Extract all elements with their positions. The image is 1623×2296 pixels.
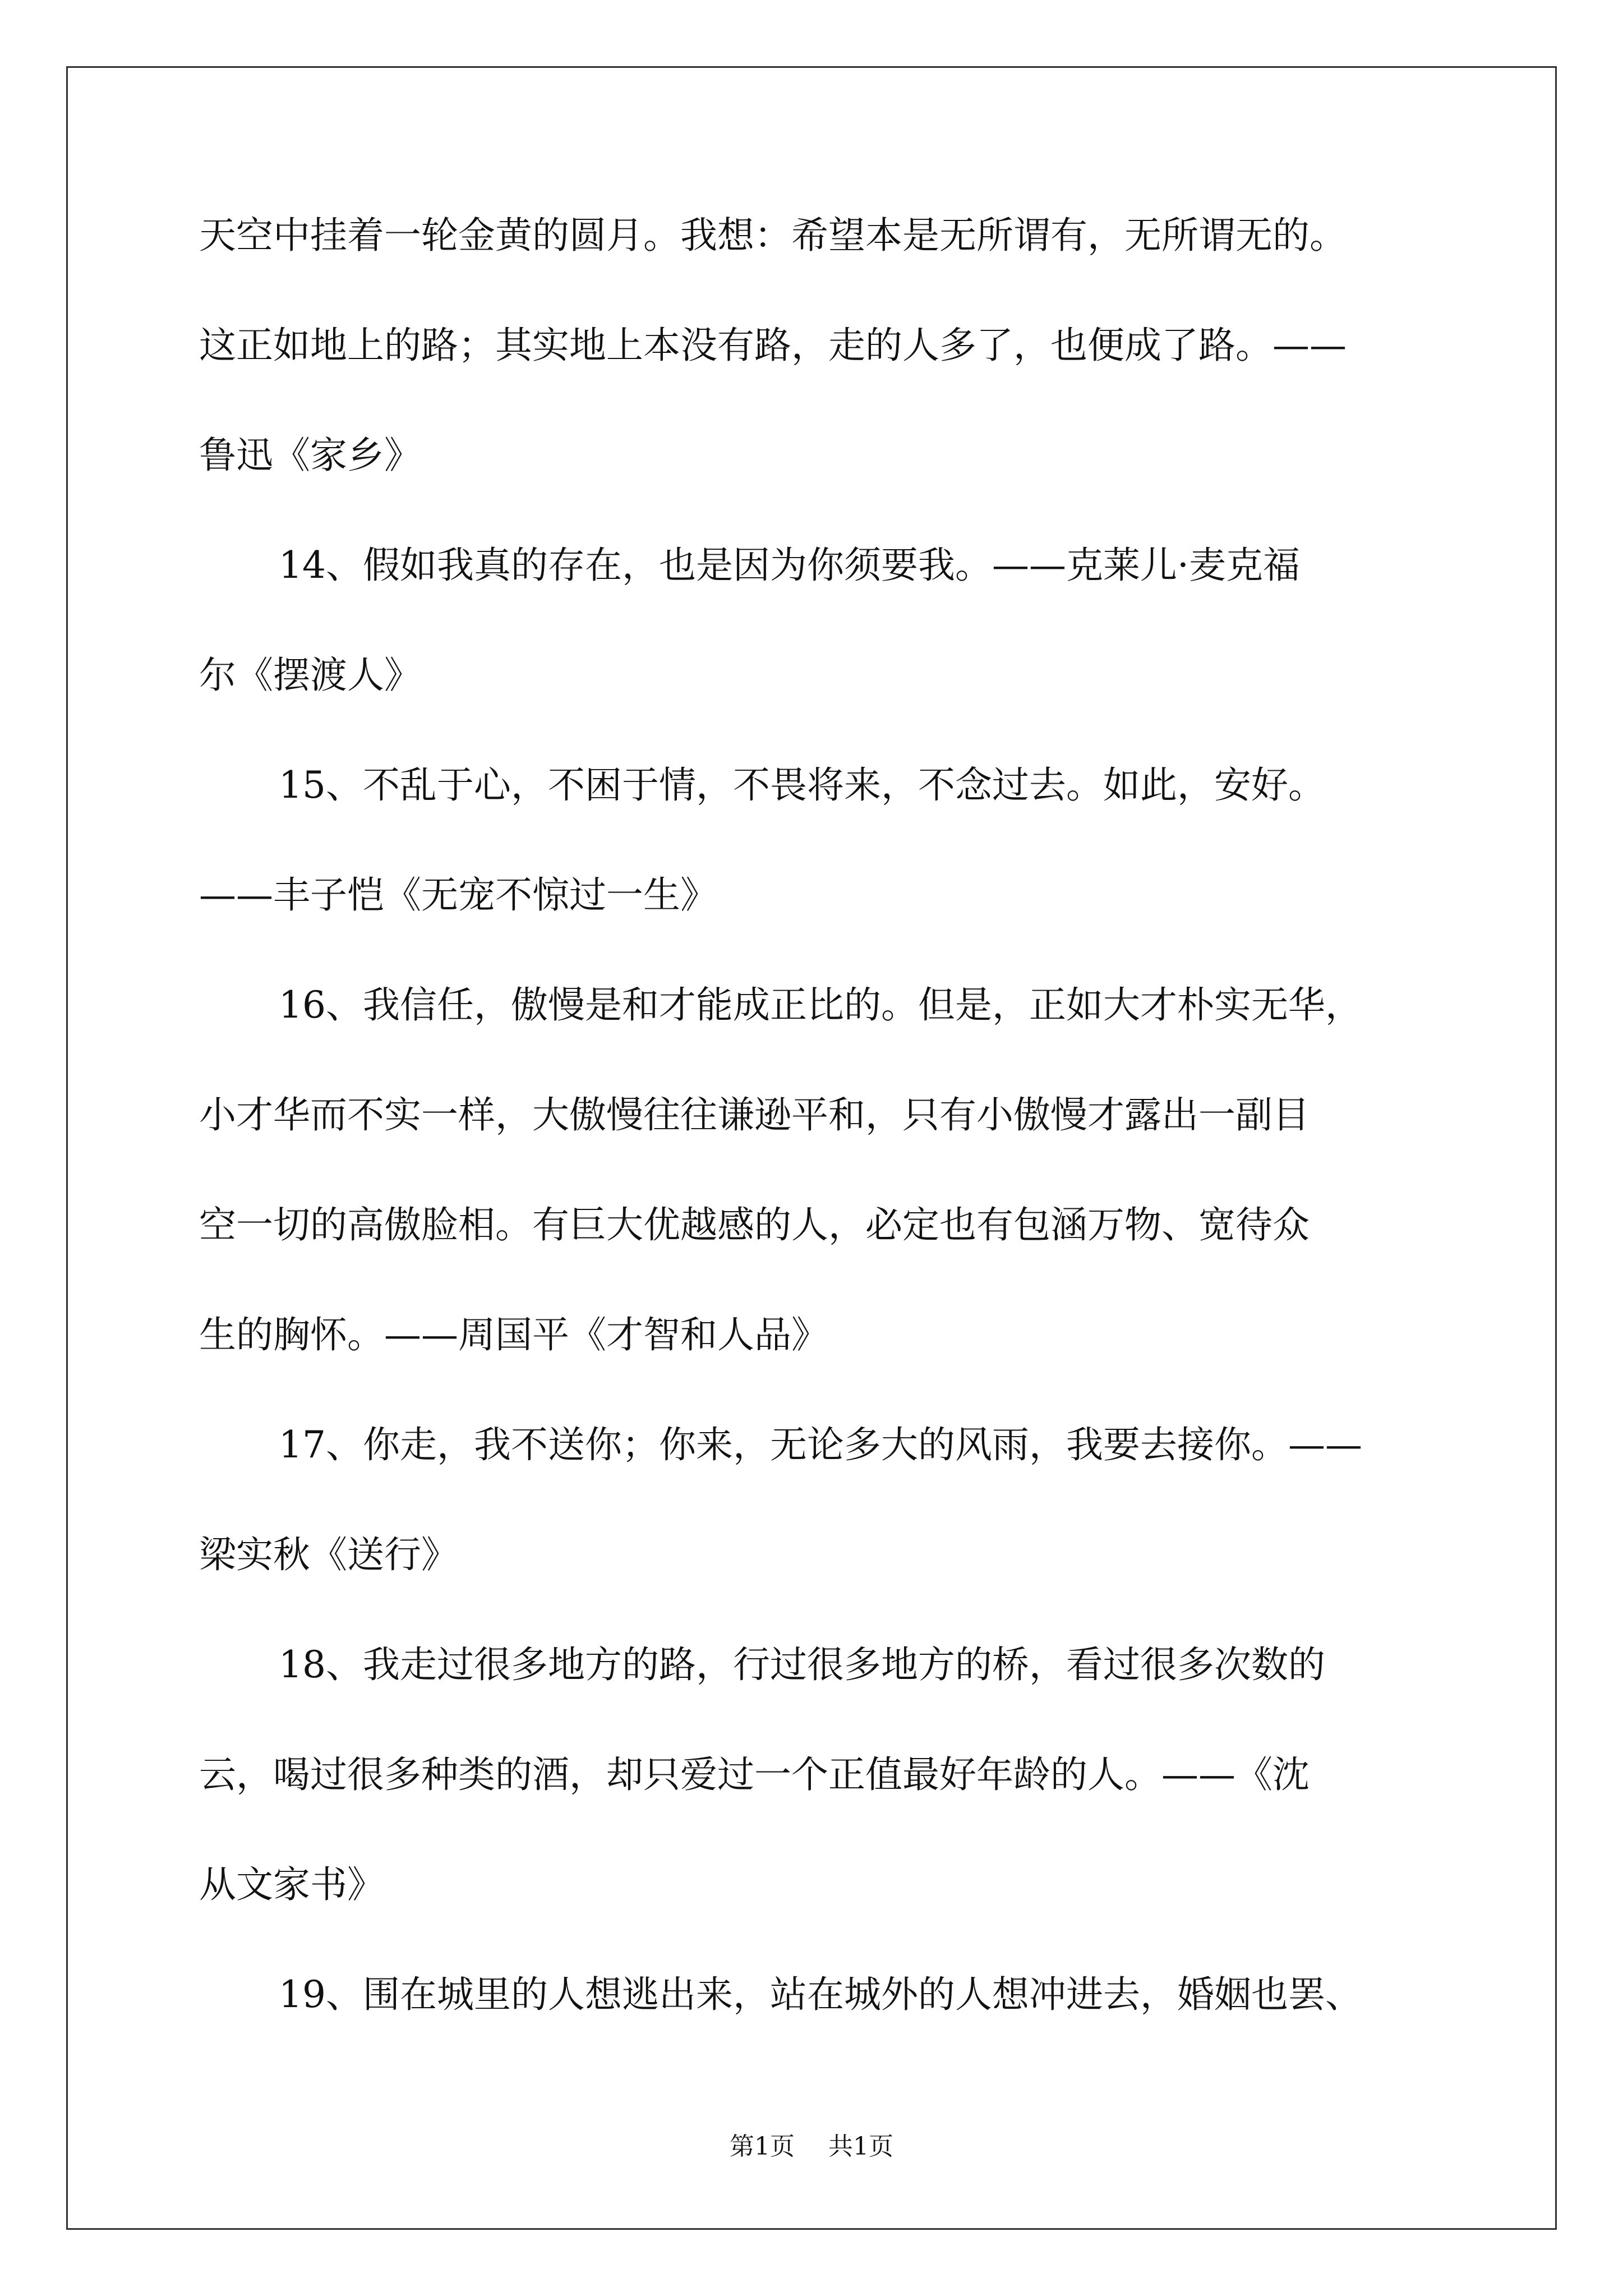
page-number: 第1页 <box>730 2132 795 2161</box>
paragraph-14-line-1: 14、假如我真的存在，也是因为你须要我。——克莱儿·麦克福 <box>279 544 1300 587</box>
text-line-2: 这正如地上的路；其实地上本没有路，走的人多了，也便成了路。—— <box>199 324 1347 367</box>
text-line-3: 鲁迅《家乡》 <box>199 434 421 477</box>
paragraph-18-line-2: 云，喝过很多种类的酒，却只爱过一个正值最好年龄的人。——《沈 <box>199 1753 1310 1796</box>
paragraph-18-line-3: 从文家书》 <box>199 1863 384 1906</box>
paragraph-16-line-3: 空一切的高傲脸相。有巨大优越感的人，必定也有包涵万物、宽待众 <box>199 1203 1310 1246</box>
paragraph-18-line-1: 18、我走过很多地方的路，行过很多地方的桥，看过很多次数的 <box>279 1643 1325 1686</box>
paragraph-17-line-1: 17、你走，我不送你；你来，无论多大的风雨，我要去接你。—— <box>279 1423 1362 1466</box>
paragraph-19-line-1: 19、围在城里的人想逃出来，站在城外的人想冲进去，婚姻也罢、 <box>279 1973 1362 2016</box>
text-line-1: 天空中挂着一轮金黄的圆月。我想：希望本是无所谓有，无所谓无的。 <box>199 214 1347 257</box>
paragraph-16-line-2: 小才华而不实一样，大傲慢往往谦逊平和，只有小傲慢才露出一副目 <box>199 1093 1310 1137</box>
paragraph-15-line-2: ——丰子恺《无宠不惊过一生》 <box>199 873 717 917</box>
paragraph-14-line-2: 尔《摆渡人》 <box>199 654 421 697</box>
paragraph-16-line-4: 生的胸怀。——周国平《才智和人品》 <box>199 1313 828 1356</box>
paragraph-16-line-1: 16、我信任，傲慢是和才能成正比的。但是，正如大才朴实无华， <box>279 983 1362 1027</box>
page-total: 共1页 <box>828 2132 893 2161</box>
paragraph-15-line-1: 15、不乱于心，不困于情，不畏将来，不念过去。如此，安好。 <box>279 763 1325 807</box>
page-footer <box>0 2126 1623 2162</box>
paragraph-17-line-2: 梁实秋《送行》 <box>199 1533 458 1576</box>
